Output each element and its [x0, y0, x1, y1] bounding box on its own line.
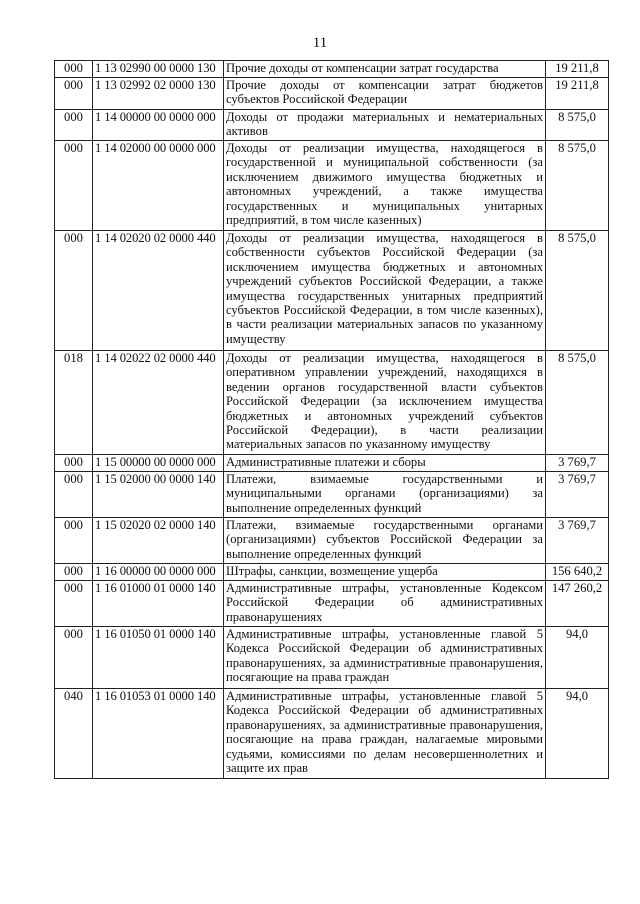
- description-cell: Административные штрафы, установленные главой 5 Кодекса Российской Федерации об административных правонарушениях, за административные правонарушения, посягающие на права граждан: [224, 627, 546, 689]
- table-row: [55, 564, 609, 581]
- budget-code-cell: 1 16 01000 01 0000 140: [93, 581, 224, 627]
- description-cell: Административные штрафы, установленные главой 5 Кодекса Российской Федерации об административных правонарушениях, за административные правонарушения, посягающие на права граждан, налагаемые мировыми судьями, комиссиями по делам несовершеннолетних и защите их прав: [224, 689, 546, 779]
- table-row: [55, 231, 609, 351]
- amount-cell: 94,0: [546, 689, 609, 779]
- amount-cell: 3 769,7: [546, 472, 609, 518]
- admin-code-cell: 040: [55, 689, 93, 779]
- description-cell: Доходы от реализации имущества, находящегося в оперативном управлении учреждений, находящихся в ведении органов государственной власти субъектов Российской Федерации (за исключением имущества бюджетных и автономных учреждений субъектов Российской Федерации), в части реализации материальных запасов по указанному имуществу: [224, 351, 546, 455]
- budget-code-cell: 1 15 02000 00 0000 140: [93, 472, 224, 518]
- amount-cell: 8 575,0: [546, 351, 609, 455]
- amount-cell: 19 211,8: [546, 78, 609, 110]
- table-row: [55, 351, 609, 455]
- amount-cell: 156 640,2: [546, 564, 609, 581]
- admin-code-cell: 000: [55, 110, 93, 141]
- amount-cell: 147 260,2: [546, 581, 609, 627]
- admin-code-cell: 000: [55, 627, 93, 689]
- budget-code-cell: 1 16 00000 00 0000 000: [93, 564, 224, 581]
- description-cell: Доходы от продажи материальных и нематериальных активов: [224, 110, 546, 141]
- admin-code-cell: 000: [55, 141, 93, 231]
- description-cell: Административные штрафы, установленные Кодексом Российской Федерации об административных правонарушениях: [224, 581, 546, 627]
- admin-code-cell: 000: [55, 564, 93, 581]
- table-row: [55, 689, 609, 779]
- admin-code-cell: 000: [55, 581, 93, 627]
- description-cell: Штрафы, санкции, возмещение ущерба: [224, 564, 546, 581]
- description-cell: Платежи, взимаемые государственными и муниципальными органами (организациями) за выполнение определенных функций: [224, 472, 546, 518]
- table-row: [55, 518, 609, 564]
- amount-cell: 8 575,0: [546, 110, 609, 141]
- amount-cell: 3 769,7: [546, 518, 609, 564]
- admin-code-cell: 018: [55, 351, 93, 455]
- budget-code-cell: 1 15 02020 02 0000 140: [93, 518, 224, 564]
- amount-cell: 94,0: [546, 627, 609, 689]
- table-row: [55, 78, 609, 110]
- description-cell: Доходы от реализации имущества, находящегося в собственности субъектов Российской Федерации (за исключением имущества бюджетных и автономных учреждений субъектов Российской Федерации, а также имущества государственных унитарных предприятий субъектов Российской Федерации, в том числе казенных), в части реализации материальных запасов по указанному имуществу: [224, 231, 546, 351]
- budget-code-cell: 1 14 02022 02 0000 440: [93, 351, 224, 455]
- description-cell: Доходы от реализации имущества, находящегося в государственной и муниципальной собственности (за исключением движимого имущества бюджетных и автономных учреждений, а также имущества государственных и муниципальных унитарных предприятий, в том числе казенных): [224, 141, 546, 231]
- amount-cell: 8 575,0: [546, 141, 609, 231]
- budget-code-cell: 1 16 01053 01 0000 140: [93, 689, 224, 779]
- amount-cell: 3 769,7: [546, 455, 609, 472]
- table-row: [55, 472, 609, 518]
- admin-code-cell: 000: [55, 61, 93, 78]
- budget-code-cell: 1 13 02990 00 0000 130: [93, 61, 224, 78]
- page-number: 11: [312, 35, 328, 51]
- budget-code-cell: 1 14 00000 00 0000 000: [93, 110, 224, 141]
- table-row: [55, 61, 609, 78]
- admin-code-cell: 000: [55, 518, 93, 564]
- description-cell: Прочие доходы от компенсации затрат бюджетов субъектов Российской Федерации: [224, 78, 546, 110]
- budget-code-cell: 1 15 00000 00 0000 000: [93, 455, 224, 472]
- admin-code-cell: 000: [55, 78, 93, 110]
- budget-code-cell: 1 14 02020 02 0000 440: [93, 231, 224, 351]
- budget-code-cell: 1 14 02000 00 0000 000: [93, 141, 224, 231]
- admin-code-cell: 000: [55, 472, 93, 518]
- table-row: [55, 581, 609, 627]
- amount-cell: 19 211,8: [546, 61, 609, 78]
- description-cell: Платежи, взимаемые государственными органами (организациями) субъектов Российской Федерации за выполнение определенных функций: [224, 518, 546, 564]
- amount-cell: 8 575,0: [546, 231, 609, 351]
- table-row: [55, 455, 609, 472]
- table-row: [55, 110, 609, 141]
- admin-code-cell: 000: [55, 231, 93, 351]
- table-row: [55, 627, 609, 689]
- description-cell: Прочие доходы от компенсации затрат государства: [224, 61, 546, 78]
- budget-code-cell: 1 13 02992 02 0000 130: [93, 78, 224, 110]
- table-row: [55, 141, 609, 231]
- description-cell: Административные платежи и сборы: [224, 455, 546, 472]
- admin-code-cell: 000: [55, 455, 93, 472]
- revenue-table: [54, 60, 609, 779]
- budget-code-cell: 1 16 01050 01 0000 140: [93, 627, 224, 689]
